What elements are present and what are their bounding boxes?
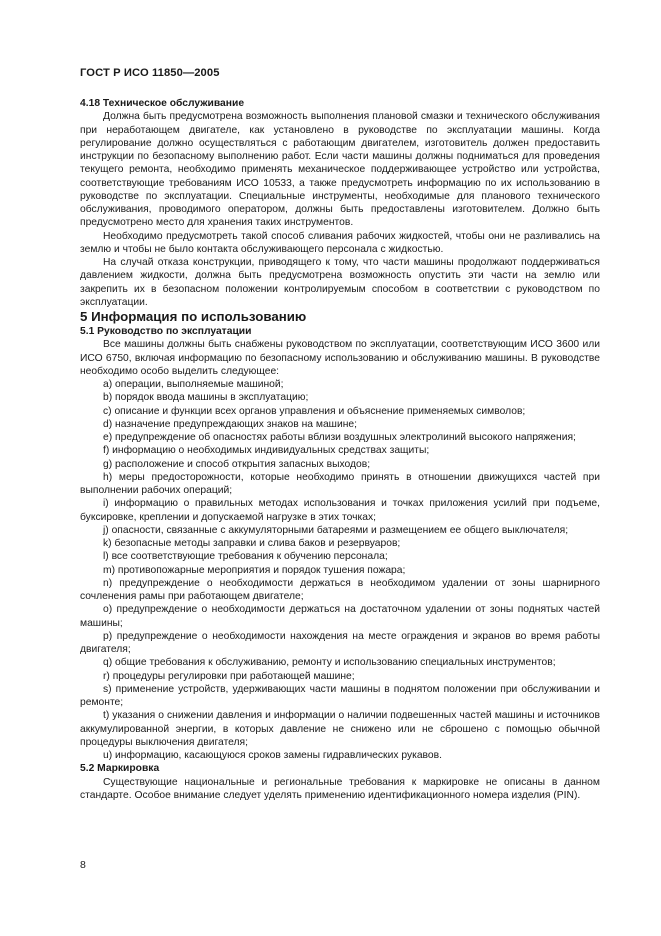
page-number: 8 xyxy=(80,859,86,871)
section-5-1-title: 5.1 Руководство по эксплуатации xyxy=(80,326,252,337)
paragraph: Существующие национальные и региональные требования к маркировке не описаны в данном стандарте. Особое внимание следует уделять применению идентификационного номера изделия (PIN). xyxy=(80,776,600,801)
list-item: m) противопожарные мероприятия и порядок тушения пожара; xyxy=(103,564,406,576)
document-header: ГОСТ Р ИСО 11850—2005 xyxy=(80,67,220,79)
document-body xyxy=(80,97,600,802)
list-item: f) информацию о необходимых индивидуальных средствах защиты; xyxy=(103,445,430,457)
list-item: p) предупреждение о необходимости нахождения на месте ограждения и экранов во время работы двигателя; xyxy=(80,630,600,655)
list-item: h) меры предосторожности, которые необходимо принять в отношении движущихся частей при выполнении рабочих операций; xyxy=(80,471,600,496)
list-item: a) операции, выполняемые машиной; xyxy=(103,379,284,390)
list-item: k) безопасные методы заправки и слива баков и резервуаров; xyxy=(103,538,401,549)
list-item: s) применение устройств, удерживающих части машины в поднятом положении при обслуживании и ремонте; xyxy=(80,683,600,708)
paragraph: Все машины должны быть снабжены руководством по эксплуатации, соответствующим ИСО 3600 или ИСО 6750, включая информацию по безопасному использованию и обслуживанию машины. В руководстве необходимо особо выделить следующее: xyxy=(80,339,600,377)
paragraph: На случай отказа конструкции, приводящего к тому, что части машины продолжают поддерживаться давлением жидкости, должна быть предусмотрена возможность опустить эти части на землю или закрепить их в безопасном положении контролируемым способом в соответствии с руководством по эксплуатации. xyxy=(80,257,600,308)
paragraph: Необходимо предусмотреть такой способ сливания рабочих жидкостей, чтобы они не разливались на землю и чтобы не было контакта обслуживающего персонала с жидкостью. xyxy=(80,230,600,255)
section-4-18-title: 4.18 Техническое обслуживание xyxy=(80,98,245,109)
section-5-title: 5 Информация по использованию xyxy=(80,309,307,324)
list-item: e) предупреждение об опасностях работы вблизи воздушных электролиний высокого напряжения; xyxy=(103,432,576,443)
paragraph: Должна быть предусмотрена возможность выполнения плановой смазки и технического обслуживания при неработающем двигателе, как установлено в руководстве по эксплуатации машины. Когда регулирование должно осуществляться с работающим двигателем, изготовитель должен предоставить инструкции по безопасному выполнению работ. Если части машины должны подниматься для проведения текущего ремонта, необходимо применять механическое поддерживающее устройство или устройства, соответствующие требованиям ИСО 10533, а также предусмотреть информацию по их использованию в руководстве по эксплуатации. Специальные инструменты, необходимые для планового технического обслуживания, проводимого оператором, должны быть предоставлены изготовителем. Должно быть предусмотрено место для хранения таких инструментов. xyxy=(80,111,600,229)
list-item: r) процедуры регулировки при работающей машине; xyxy=(103,670,355,682)
list-item: d) назначение предупреждающих знаков на машине; xyxy=(103,418,357,430)
list-item: o) предупреждение о необходимости держаться на достаточном удалении от зоны поднятых частей машины; xyxy=(80,604,600,629)
list-item: c) описание и функции всех органов управления и объяснение применяемых символов; xyxy=(103,405,526,417)
list-item: t) указания о снижении давления и информации о наличии подвешенных частей машины и источников аккумулированной энергии, в которых давление не снижено или не сброшено с помощью обычной процедуры выключения двигателя; xyxy=(80,710,600,748)
list-item: u) информацию, касающуюся сроков замены гидравлических рукавов. xyxy=(103,750,442,761)
list-item: g) расположение и способ открытия запасных выходов; xyxy=(103,458,371,470)
list-item: i) информацию о правильных методах использования и точках приложения усилий при подъеме, буксировке, креплении и допускаемой нагрузке в этих точках; xyxy=(80,498,600,523)
list-item: j) опасности, связанные с аккумуляторными батареями и размещением ее общего выключателя; xyxy=(103,524,569,536)
list-item: q) общие требования к обслуживанию, ремонту и использованию специальных инструментов; xyxy=(103,657,556,669)
section-5-2-title: 5.2 Маркировка xyxy=(80,763,160,775)
list-item: b) порядок ввода машины в эксплуатацию; xyxy=(103,392,309,404)
list-item: l) все соответствующие требования к обучению персонала; xyxy=(103,551,388,563)
list-item: n) предупреждение о необходимости держаться в необходимом удалении от зоны шарнирного сочленения рамы при работающем двигателе; xyxy=(80,577,600,602)
